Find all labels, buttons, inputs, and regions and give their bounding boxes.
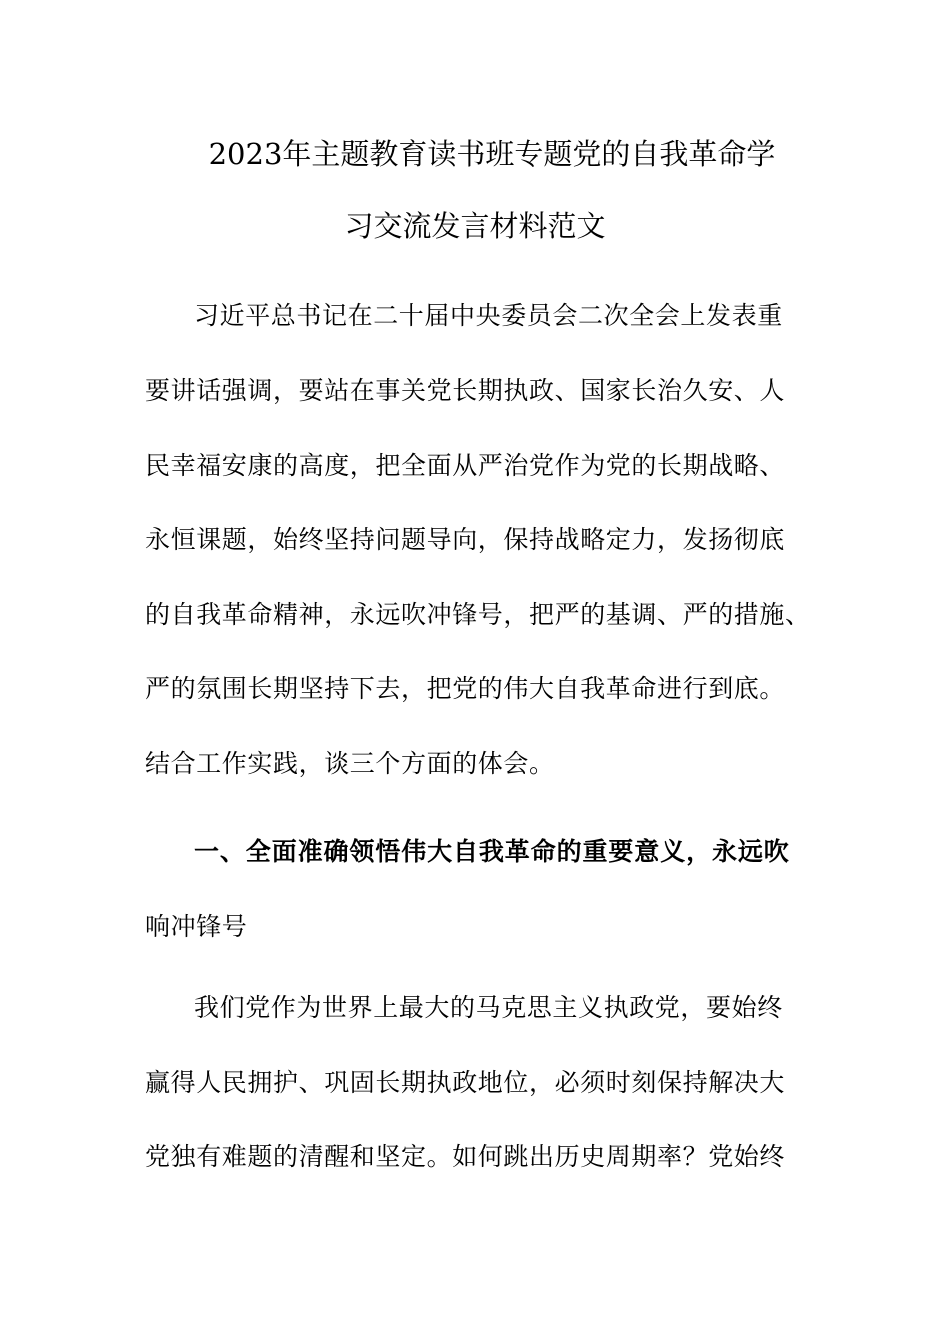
paragraph-1-line-6: 严的氛围长期坚持下去，把党的伟大自我革命进行到底。 [145,674,786,703]
document-title-line-2: 习交流发言材料范文 [344,209,606,243]
paragraph-2-line-2: 赢得人民拥护、巩固长期执政地位，必须时刻保持解决大 [145,1068,786,1097]
section-heading-line-2: 响冲锋号 [145,912,248,941]
paragraph-1-line-2: 要讲话强调，要站在事关党长期执政、国家长治久安、人 [145,376,786,405]
paragraph-1-line-3: 民幸福安康的高度，把全面从严治党作为党的长期战略、 [145,451,786,480]
paragraph-2-line-1: 我们党作为世界上最大的马克思主义执政党，要始终 [194,993,783,1022]
paragraph-1-line-7: 结合工作实践，谈三个方面的体会。 [145,749,555,778]
paragraph-1-line-5: 的自我革命精神，永远吹冲锋号，把严的基调、严的措施、 [145,600,811,629]
paragraph-2-line-3: 党独有难题的清醒和坚定。如何跳出历史周期率？党始终 [145,1142,786,1171]
document-title-line-1: 2023年主题教育读书班专题党的自我革命学 [208,137,776,171]
section-heading-line-1: 一、全面准确领悟伟大自我革命的重要意义，永远吹 [194,837,790,866]
paragraph-1-line-1: 习近平总书记在二十届中央委员会二次全会上发表重 [194,301,783,330]
paragraph-1-line-4: 永恒课题，始终坚持问题导向，保持战略定力，发扬彻底 [145,525,786,554]
